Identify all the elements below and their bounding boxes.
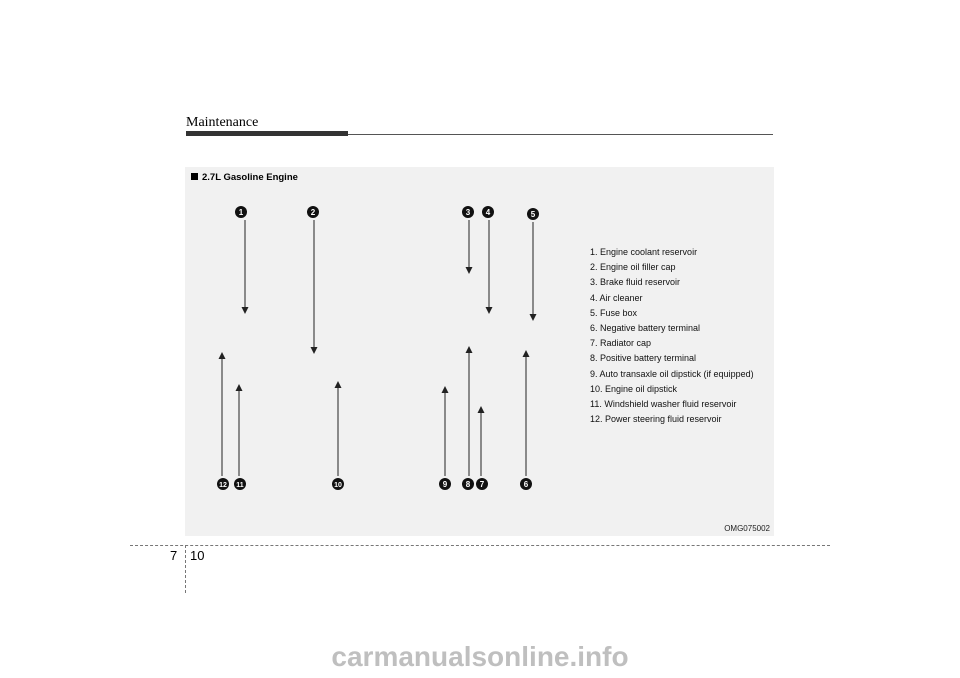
callout-10 bbox=[332, 382, 344, 490]
chapter-number: 7 bbox=[170, 548, 178, 563]
callout-8 bbox=[462, 347, 474, 490]
svg-text:12: 12 bbox=[219, 482, 227, 489]
svg-text:7: 7 bbox=[479, 480, 485, 489]
section-header-title: Maintenance bbox=[186, 115, 259, 130]
svg-text:2: 2 bbox=[310, 208, 316, 217]
legend-item: 9. Auto transaxle oil dipstick (if equipped) bbox=[590, 368, 754, 379]
legend-item: 4. Air cleaner bbox=[590, 292, 643, 303]
callout-6 bbox=[520, 351, 532, 490]
page-number: 10 bbox=[190, 548, 205, 563]
figure-code: OMG075002 bbox=[724, 524, 770, 533]
svg-text:6: 6 bbox=[523, 480, 529, 489]
svg-text:10: 10 bbox=[334, 482, 342, 489]
watermark: carmanualsonline.info bbox=[331, 641, 629, 672]
legend-item: 1. Engine coolant reservoir bbox=[590, 247, 698, 257]
legend-item: 2. Engine oil filler cap bbox=[590, 262, 676, 273]
svg-text:3: 3 bbox=[465, 208, 471, 217]
legend-item: 5. Fuse box bbox=[590, 307, 638, 318]
legend-item: 12. Power steering fluid reservoir bbox=[590, 414, 722, 425]
callout-1 bbox=[235, 206, 247, 313]
svg-text:4: 4 bbox=[485, 208, 491, 217]
legend-item: 3. Brake fluid reservoir bbox=[590, 277, 681, 288]
callout-11 bbox=[234, 385, 246, 490]
callout-9 bbox=[439, 387, 451, 490]
square-bullet-icon bbox=[191, 173, 198, 180]
footer-rule bbox=[130, 545, 830, 546]
footer-vertical-rule bbox=[185, 545, 186, 593]
header-rule-thick bbox=[186, 131, 348, 136]
callout-4 bbox=[482, 206, 494, 313]
svg-text:11: 11 bbox=[236, 482, 244, 489]
callout-3 bbox=[462, 206, 474, 273]
section-title: 2.7L Gasoline Engine bbox=[191, 172, 298, 183]
callout-7 bbox=[476, 407, 488, 490]
legend-item: 6. Negative battery terminal bbox=[590, 323, 701, 334]
callout-2 bbox=[307, 206, 319, 353]
callout-12 bbox=[217, 353, 229, 490]
svg-text:9: 9 bbox=[442, 480, 448, 489]
legend-item: 7. Radiator cap bbox=[590, 338, 652, 349]
svg-text:1: 1 bbox=[238, 208, 244, 217]
header-rule-thin bbox=[348, 134, 773, 135]
legend-item: 8. Positive battery terminal bbox=[590, 353, 697, 364]
svg-text:5: 5 bbox=[530, 210, 536, 219]
engine-figure-panel bbox=[185, 167, 774, 536]
callout-5 bbox=[527, 208, 539, 320]
legend-item: 10. Engine oil dipstick bbox=[590, 383, 678, 394]
component-legend bbox=[590, 245, 754, 427]
legend-item: 11. Windshield washer fluid reservoir bbox=[590, 399, 737, 410]
svg-text:8: 8 bbox=[465, 480, 471, 489]
